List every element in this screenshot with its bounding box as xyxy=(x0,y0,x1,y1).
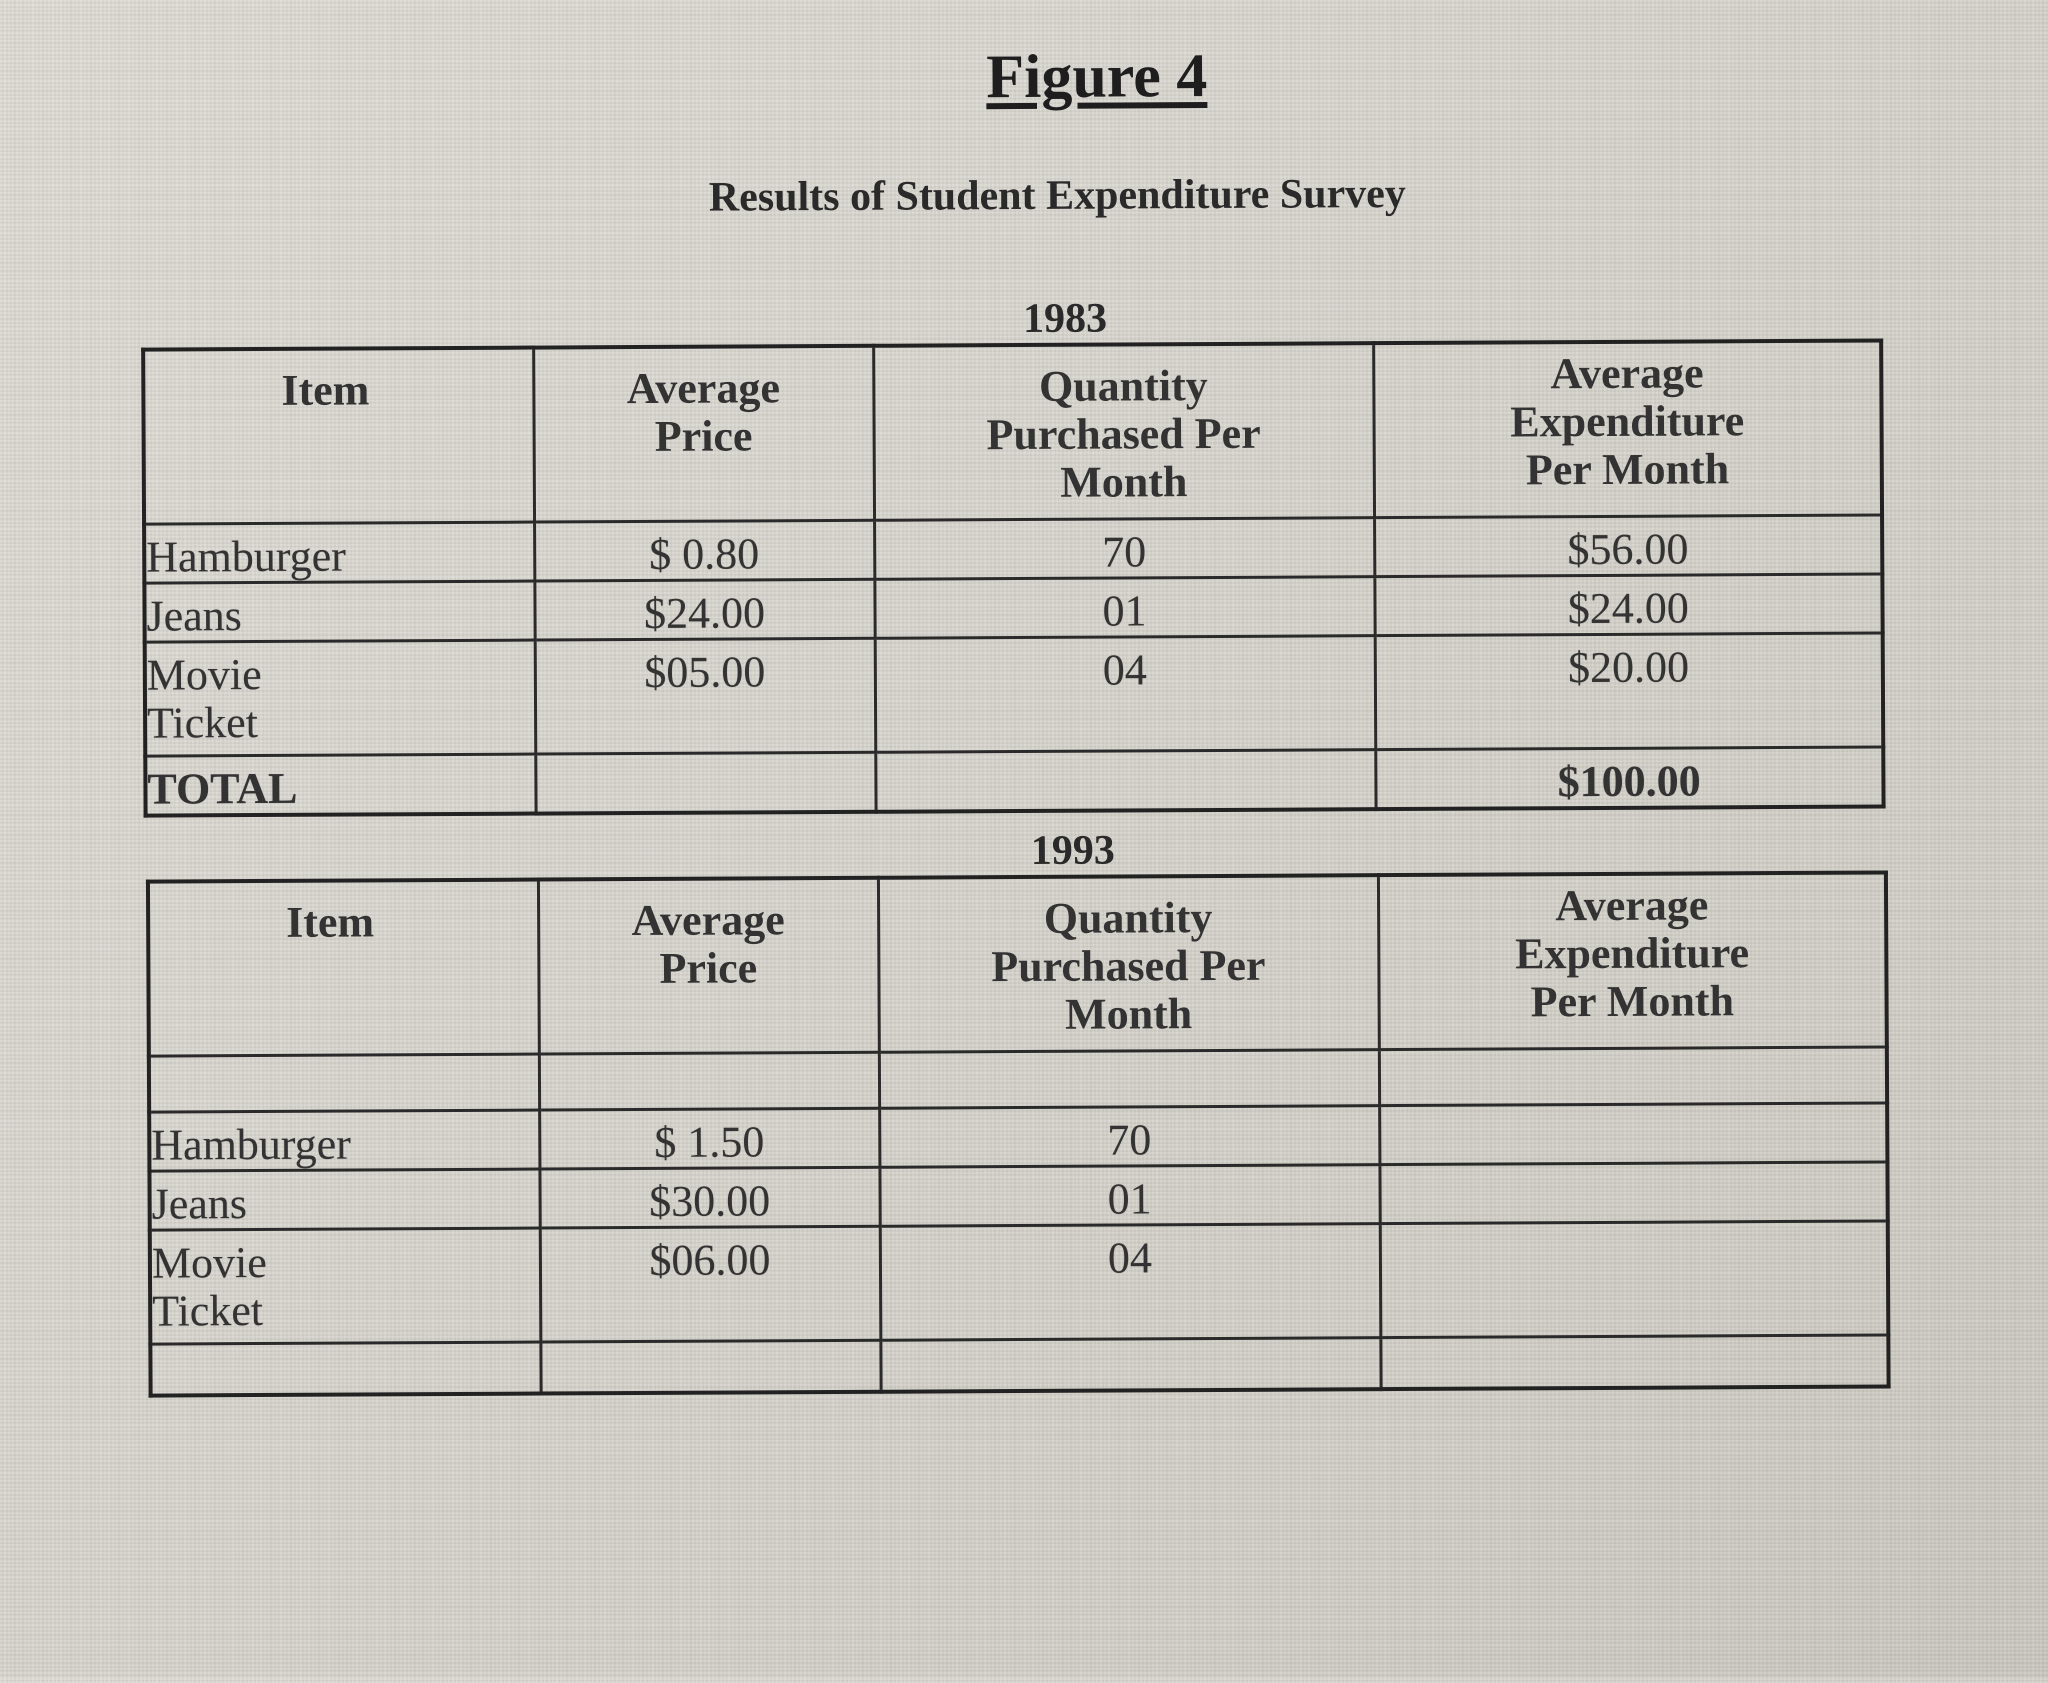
header-quantity: Quantity Purchased Per Month xyxy=(878,875,1379,1052)
empty-cell xyxy=(539,1052,879,1110)
quantity-cell: 04 xyxy=(880,1223,1381,1340)
table-1993 xyxy=(146,870,1891,1397)
total-value: $100.00 xyxy=(1375,747,1883,809)
empty-cell xyxy=(150,1342,540,1396)
total-label: TOTAL xyxy=(145,754,535,816)
empty-cell xyxy=(540,1340,880,1394)
table-header-row xyxy=(143,341,1882,524)
table-header-row xyxy=(148,872,1887,1055)
quantity-cell: 70 xyxy=(874,517,1374,579)
quantity-cell: 01 xyxy=(879,1164,1379,1226)
empty-cell xyxy=(1379,1046,1887,1105)
item-cell: Movie Ticket xyxy=(150,1228,541,1344)
header-quantity: Quantity Purchased Per Month xyxy=(873,343,1374,520)
table-row xyxy=(144,574,1882,642)
header-average-price: Average Price xyxy=(533,346,874,522)
empty-cell xyxy=(875,749,1375,811)
price-cell: $ 0.80 xyxy=(534,520,874,581)
empty-cell xyxy=(149,1054,539,1112)
price-cell: $06.00 xyxy=(540,1226,881,1342)
header-average-expenditure: Average Expenditure Per Month xyxy=(1378,872,1887,1049)
item-cell: Jeans xyxy=(144,581,534,642)
price-cell: $30.00 xyxy=(539,1167,879,1228)
table-row xyxy=(149,1102,1887,1170)
quantity-cell: 70 xyxy=(879,1105,1379,1167)
header-item: Item xyxy=(143,348,534,524)
item-cell: Jeans xyxy=(149,1169,539,1230)
item-cell: Hamburger xyxy=(149,1110,539,1171)
item-cell: Movie Ticket xyxy=(145,640,536,756)
survey-subtitle: Results of Student Expenditure Survey xyxy=(708,170,1406,221)
year-heading-1983: 1983 xyxy=(1022,295,1108,342)
expenditure-cell: $56.00 xyxy=(1374,515,1882,577)
price-cell: $05.00 xyxy=(535,638,876,754)
price-cell: $ 1.50 xyxy=(539,1108,879,1169)
quantity-cell: 04 xyxy=(875,635,1376,752)
table-row xyxy=(150,1220,1889,1343)
header-average-expenditure: Average Expenditure Per Month xyxy=(1373,341,1882,518)
expenditure-cell xyxy=(1380,1220,1889,1337)
quantity-cell: 01 xyxy=(874,576,1374,638)
table-1983 xyxy=(141,338,1885,817)
expenditure-cell: $20.00 xyxy=(1375,633,1884,750)
blank-row xyxy=(149,1046,1887,1111)
figure-title: Figure 4 xyxy=(986,42,1208,112)
year-heading-1993: 1993 xyxy=(1030,827,1115,874)
expenditure-cell xyxy=(1379,1161,1887,1223)
table-row xyxy=(145,633,1884,756)
empty-cell xyxy=(880,1337,1380,1392)
table-row xyxy=(144,515,1882,583)
header-average-price: Average Price xyxy=(538,878,879,1054)
empty-cell xyxy=(879,1049,1379,1108)
empty-cell xyxy=(1380,1334,1888,1389)
table-row xyxy=(149,1161,1887,1229)
total-row xyxy=(150,1334,1888,1395)
price-cell: $24.00 xyxy=(534,579,874,640)
header-item: Item xyxy=(148,880,539,1056)
expenditure-cell xyxy=(1379,1102,1887,1164)
empty-cell xyxy=(535,752,875,813)
expenditure-cell: $24.00 xyxy=(1374,574,1882,636)
item-cell: Hamburger xyxy=(144,522,534,583)
total-row xyxy=(145,747,1883,816)
